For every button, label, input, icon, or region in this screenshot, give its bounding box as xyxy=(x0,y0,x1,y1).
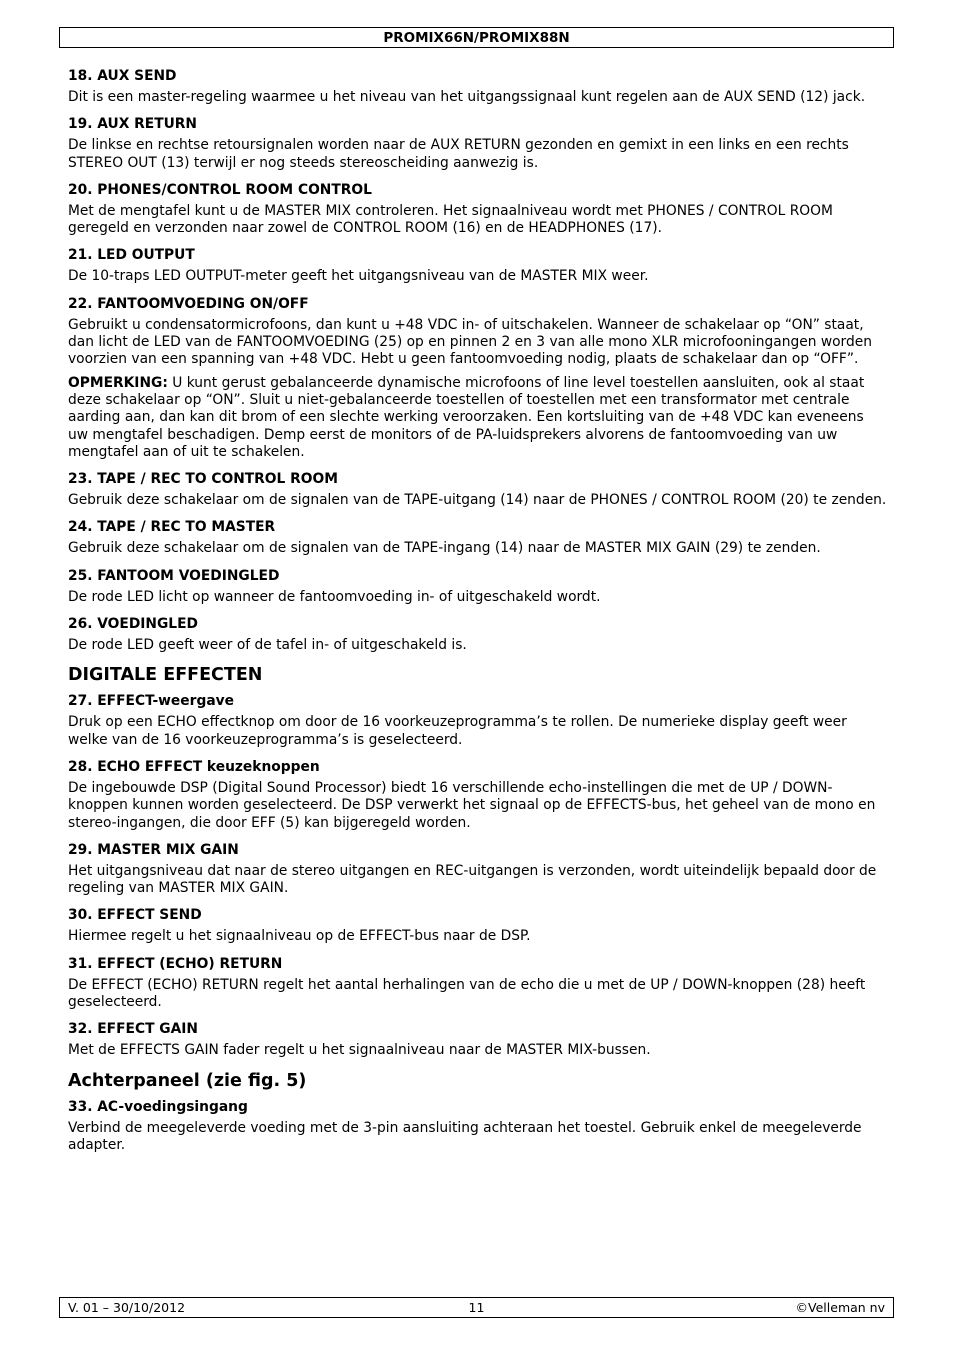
section-heading: 28. ECHO EFFECT keuzeknoppen xyxy=(68,758,320,775)
section-heading: 33. AC-voedingsingang xyxy=(68,1098,248,1115)
footer-page-number: 11 xyxy=(468,1300,485,1315)
section-heading: 29. MASTER MIX GAIN xyxy=(68,841,239,858)
header-title: PROMIX66N/PROMIX88N xyxy=(383,30,570,46)
section-22 xyxy=(68,296,888,461)
section-text: Verbind de meegeleverde voeding met de 3-pin aansluiting achteraan het toestel. Gebruik enkel de meegeleverde adapter. xyxy=(68,1119,862,1153)
section-heading: 27. EFFECT-weergave xyxy=(68,693,234,710)
section-heading: 21. LED OUTPUT xyxy=(68,247,195,264)
section-27 xyxy=(68,693,888,749)
section-text: Het uitgangsniveau dat naar de stereo uitgangen en REC-uitgangen is verzonden, wordt uiteindelijk bepaald door de regeling van MASTER MIX GAIN. xyxy=(68,862,877,897)
section-heading: 31. EFFECT (ECHO) RETURN xyxy=(68,955,283,972)
note-paragraph xyxy=(68,375,888,461)
subheading-achterpaneel: Achterpaneel (zie fig. 5) xyxy=(68,1070,307,1091)
section-26 xyxy=(68,616,888,654)
section-29 xyxy=(68,842,888,898)
section-text: Met de mengtafel kunt u de MASTER MIX controleren. Het signaalniveau wordt met PHONES / CONTROL ROOM geregeld en verzonden naar zowel de CONTROL ROOM (16) en de HEADPHONES (17). xyxy=(68,202,833,237)
note-label: OPMERKING: xyxy=(68,374,168,391)
section-text: Hiermee regelt u het signaalniveau op de EFFECT-bus naar de DSP. xyxy=(68,928,531,945)
section-heading: 20. PHONES/CONTROL ROOM CONTROL xyxy=(68,181,372,198)
section-text: De 10-traps LED OUTPUT-meter geeft het uitgangsniveau van de MASTER MIX weer. xyxy=(68,268,649,285)
section-heading: 19. AUX RETURN xyxy=(68,116,197,133)
footer-version: V. 01 – 30/10/2012 xyxy=(68,1300,186,1315)
section-heading: 26. VOEDINGLED xyxy=(68,616,198,633)
section-30 xyxy=(68,907,888,945)
section-text: De linkse en rechtse retoursignalen worden naar de AUX RETURN gezonden en gemixt in een links en een rechts STEREO OUT (13) terwijl er nog steeds stereoscheiding aanwezig is. xyxy=(68,137,849,171)
section-heading: 22. FANTOOMVOEDING ON/OFF xyxy=(68,295,309,312)
section-heading: 24. TAPE / REC TO MASTER xyxy=(68,519,276,536)
footer-brand: ©Velleman nv xyxy=(795,1300,885,1315)
section-text: Druk op een ECHO effectknop om door de 16 voorkeuzeprogramma’s te rollen. De numerieke display geeft weer welke van de 16 voorkeuzeprogramma’s is geselecteerd. xyxy=(68,714,847,748)
section-text: De rode LED geeft weer of de tafel in- of uitgeschakeld is. xyxy=(68,637,467,654)
section-text: Gebruik deze schakelaar om de signalen van de TAPE-ingang (14) naar de MASTER MIX GAIN (29) te zenden. xyxy=(68,540,821,557)
section-heading: 23. TAPE / REC TO CONTROL ROOM xyxy=(68,471,338,488)
section-heading: 32. EFFECT GAIN xyxy=(68,1021,198,1038)
page-footer xyxy=(59,1297,894,1318)
section-heading: 25. FANTOOM VOEDINGLED xyxy=(68,567,280,584)
section-text: De EFFECT (ECHO) RETURN regelt het aantal herhalingen van de echo die u met de UP / DOWN-knoppen (28) heeft geselecteerd. xyxy=(68,976,866,1011)
section-heading: 18. AUX SEND xyxy=(68,68,177,84)
section-text: Met de EFFECTS GAIN fader regelt u het signaalniveau naar de MASTER MIX-bussen. xyxy=(68,1042,651,1059)
section-33 xyxy=(68,1099,888,1155)
section-text: De rode LED licht op wanneer de fantoomvoeding in- of uitgeschakeld wordt. xyxy=(68,588,601,605)
section-31 xyxy=(68,956,888,1012)
section-text: De ingebouwde DSP (Digital Sound Processor) biedt 16 verschillende echo-instellingen die met de UP / DOWN-knoppen kunnen worden geselecteerd. De DSP verwerkt het signaal op de EFFECTS-bus, het geheel van de mono en stereo-ingangen, die door EFF (5) kan bijgeregeld worden. xyxy=(68,779,876,831)
section-21 xyxy=(68,247,888,285)
section-20 xyxy=(68,182,888,238)
section-heading: 30. EFFECT SEND xyxy=(68,907,202,924)
section-24 xyxy=(68,519,888,557)
section-text: Dit is een master-regeling waarmee u het niveau van het uitgangssignaal kunt regelen aan de AUX SEND (12) jack. xyxy=(68,89,866,105)
section-28 xyxy=(68,759,888,832)
section-32 xyxy=(68,1021,888,1059)
document-body xyxy=(68,68,888,1164)
section-18 xyxy=(68,68,888,106)
section-text: Gebruik deze schakelaar om de signalen van de TAPE-uitgang (14) naar de PHONES / CONTROL ROOM (20) te zenden. xyxy=(68,492,887,509)
section-text: Gebruikt u condensatormicrofoons, dan kunt u +48 VDC in- of uitschakelen. Wanneer de schakelaar op “ON” staat, dan licht de LED van de FANTOOMVOEDING (25) op en pinnen 2 en 3 van alle mono XLR microfooningangen worden voorzien van een spanning van +48 VDC. Hebt u geen fantoomvoeding nodig, plaats de schakelaar dan op “OFF”. xyxy=(68,316,872,368)
section-25 xyxy=(68,568,888,606)
note-text: U kunt gerust gebalanceerde dynamische microfoons of line level toestellen aansluiten, ook al staat deze schakelaar op “ON”. Sluit u niet-gebalanceerde toestellen of toestellen met een transformator met centrale aarding aan, dan kan dit brom of een slechte werking veroorzaken. Een kortsluiting van de +48 VDC kan eveneens uw mengtafel beschadigen. Demp eerst de monitors of de PA-luidsprekers alvorens de fantoomvoeding van uw mengtafel aan of uit te schakelen. xyxy=(68,374,865,460)
subheading-digitale-effecten: DIGITALE EFFECTEN xyxy=(68,665,263,686)
page-header xyxy=(59,27,894,48)
section-19 xyxy=(68,116,888,172)
section-23 xyxy=(68,471,888,509)
